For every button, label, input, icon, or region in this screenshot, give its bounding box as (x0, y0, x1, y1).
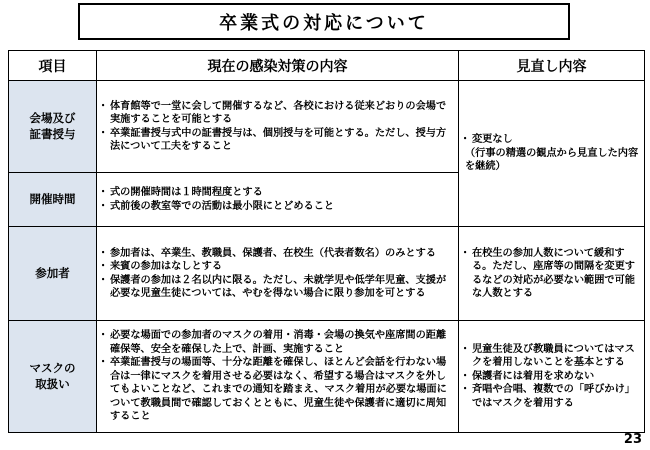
row-item-time (9, 173, 97, 227)
item-line: 取扱い (35, 376, 70, 391)
table-row (9, 227, 645, 321)
table-row (9, 321, 645, 433)
list-item: ・ 必要な場面での参加者のマスクの着用・消毒・会場の換気や座席間の距離確保等、安全を確保した上で、計画、実施すること (101, 329, 454, 356)
row-item-masks (9, 321, 97, 433)
list-item: ・ 保護者には着用を求めない (463, 370, 640, 383)
list-item: ・ 体育館等で一堂に会して開催するなど、各校における従来どおりの会場で実施することを可能とする (101, 100, 454, 127)
list-item: ・ 卒業証書授与式中の証書授与は、個別授与を可能とする。ただし、授与方法について工夫をすること (101, 127, 454, 154)
row-content-time (97, 173, 459, 227)
list-item: ・ 卒業証書授与の場面等、十分な距離を確保し、ほとんど会話を行わない場合は一律にマスクを着用させる必要はなく、希望する場合はマスクを外してもよいことなど、これまでの通知を踏まえ、マスク着用が必要な場面について教職員間で確認しておくとともに、児童生徒や保護者に適切に周知すること (101, 356, 454, 423)
review-unchanged (459, 81, 645, 227)
list-item: ・ 式前後の教室等での活動は最小限にとどめること (101, 200, 454, 213)
page-number: 23 (623, 432, 642, 447)
review-masks (459, 321, 645, 433)
row-content-participants (97, 227, 459, 321)
list-item: ・ 在校生の参加人数について緩和する。ただし、座席等の間隔を変更するなどの対応が必要ない範囲で可能な人数とする (463, 247, 640, 301)
list-item: ・ 参加者は、卒業生、教職員、保護者、在校生（代表者数名）のみとする (101, 247, 454, 260)
item-line: 参加者 (35, 265, 70, 280)
list-item: ・ 式の開催時間は１時間程度とする (101, 186, 454, 199)
review-participants (459, 227, 645, 321)
list-item: ・ 来賓の参加はなしとする (101, 260, 454, 273)
policy-table (8, 50, 645, 433)
list-item: ・ 変更なし (463, 133, 640, 146)
review-note: （行事の精選の観点から見直した内容を継続） (465, 147, 639, 173)
item-line: 証書授与 (29, 126, 76, 141)
item-line: 会場及び (29, 110, 76, 125)
table-row (9, 81, 645, 173)
list-item: ・ 保護者の参加は２名以内に限る。ただし、未就学児や低学年児童、支援が必要な児童生徒については、やむを得ない場合に限り参加を可とする (101, 274, 454, 301)
row-content-venue (97, 81, 459, 173)
item-line: マスクの (29, 360, 76, 375)
list-item: ・ 斉唱や合唱、複数での「呼びかけ」ではマスクを着用する (463, 383, 640, 410)
row-item-venue (9, 81, 97, 173)
page-title: 卒業式の対応について (78, 3, 570, 40)
header-content: 現在の感染対策の内容 (97, 51, 459, 81)
header-row (9, 51, 645, 81)
row-content-masks (97, 321, 459, 433)
header-item: 項目 (9, 51, 97, 81)
item-line: 開催時間 (29, 191, 76, 206)
list-item: ・ 児童生徒及び教職員についてはマスクを着用しないことを基本とする (463, 343, 640, 370)
header-review: 見直し内容 (459, 51, 645, 81)
row-item-participants (9, 227, 97, 321)
